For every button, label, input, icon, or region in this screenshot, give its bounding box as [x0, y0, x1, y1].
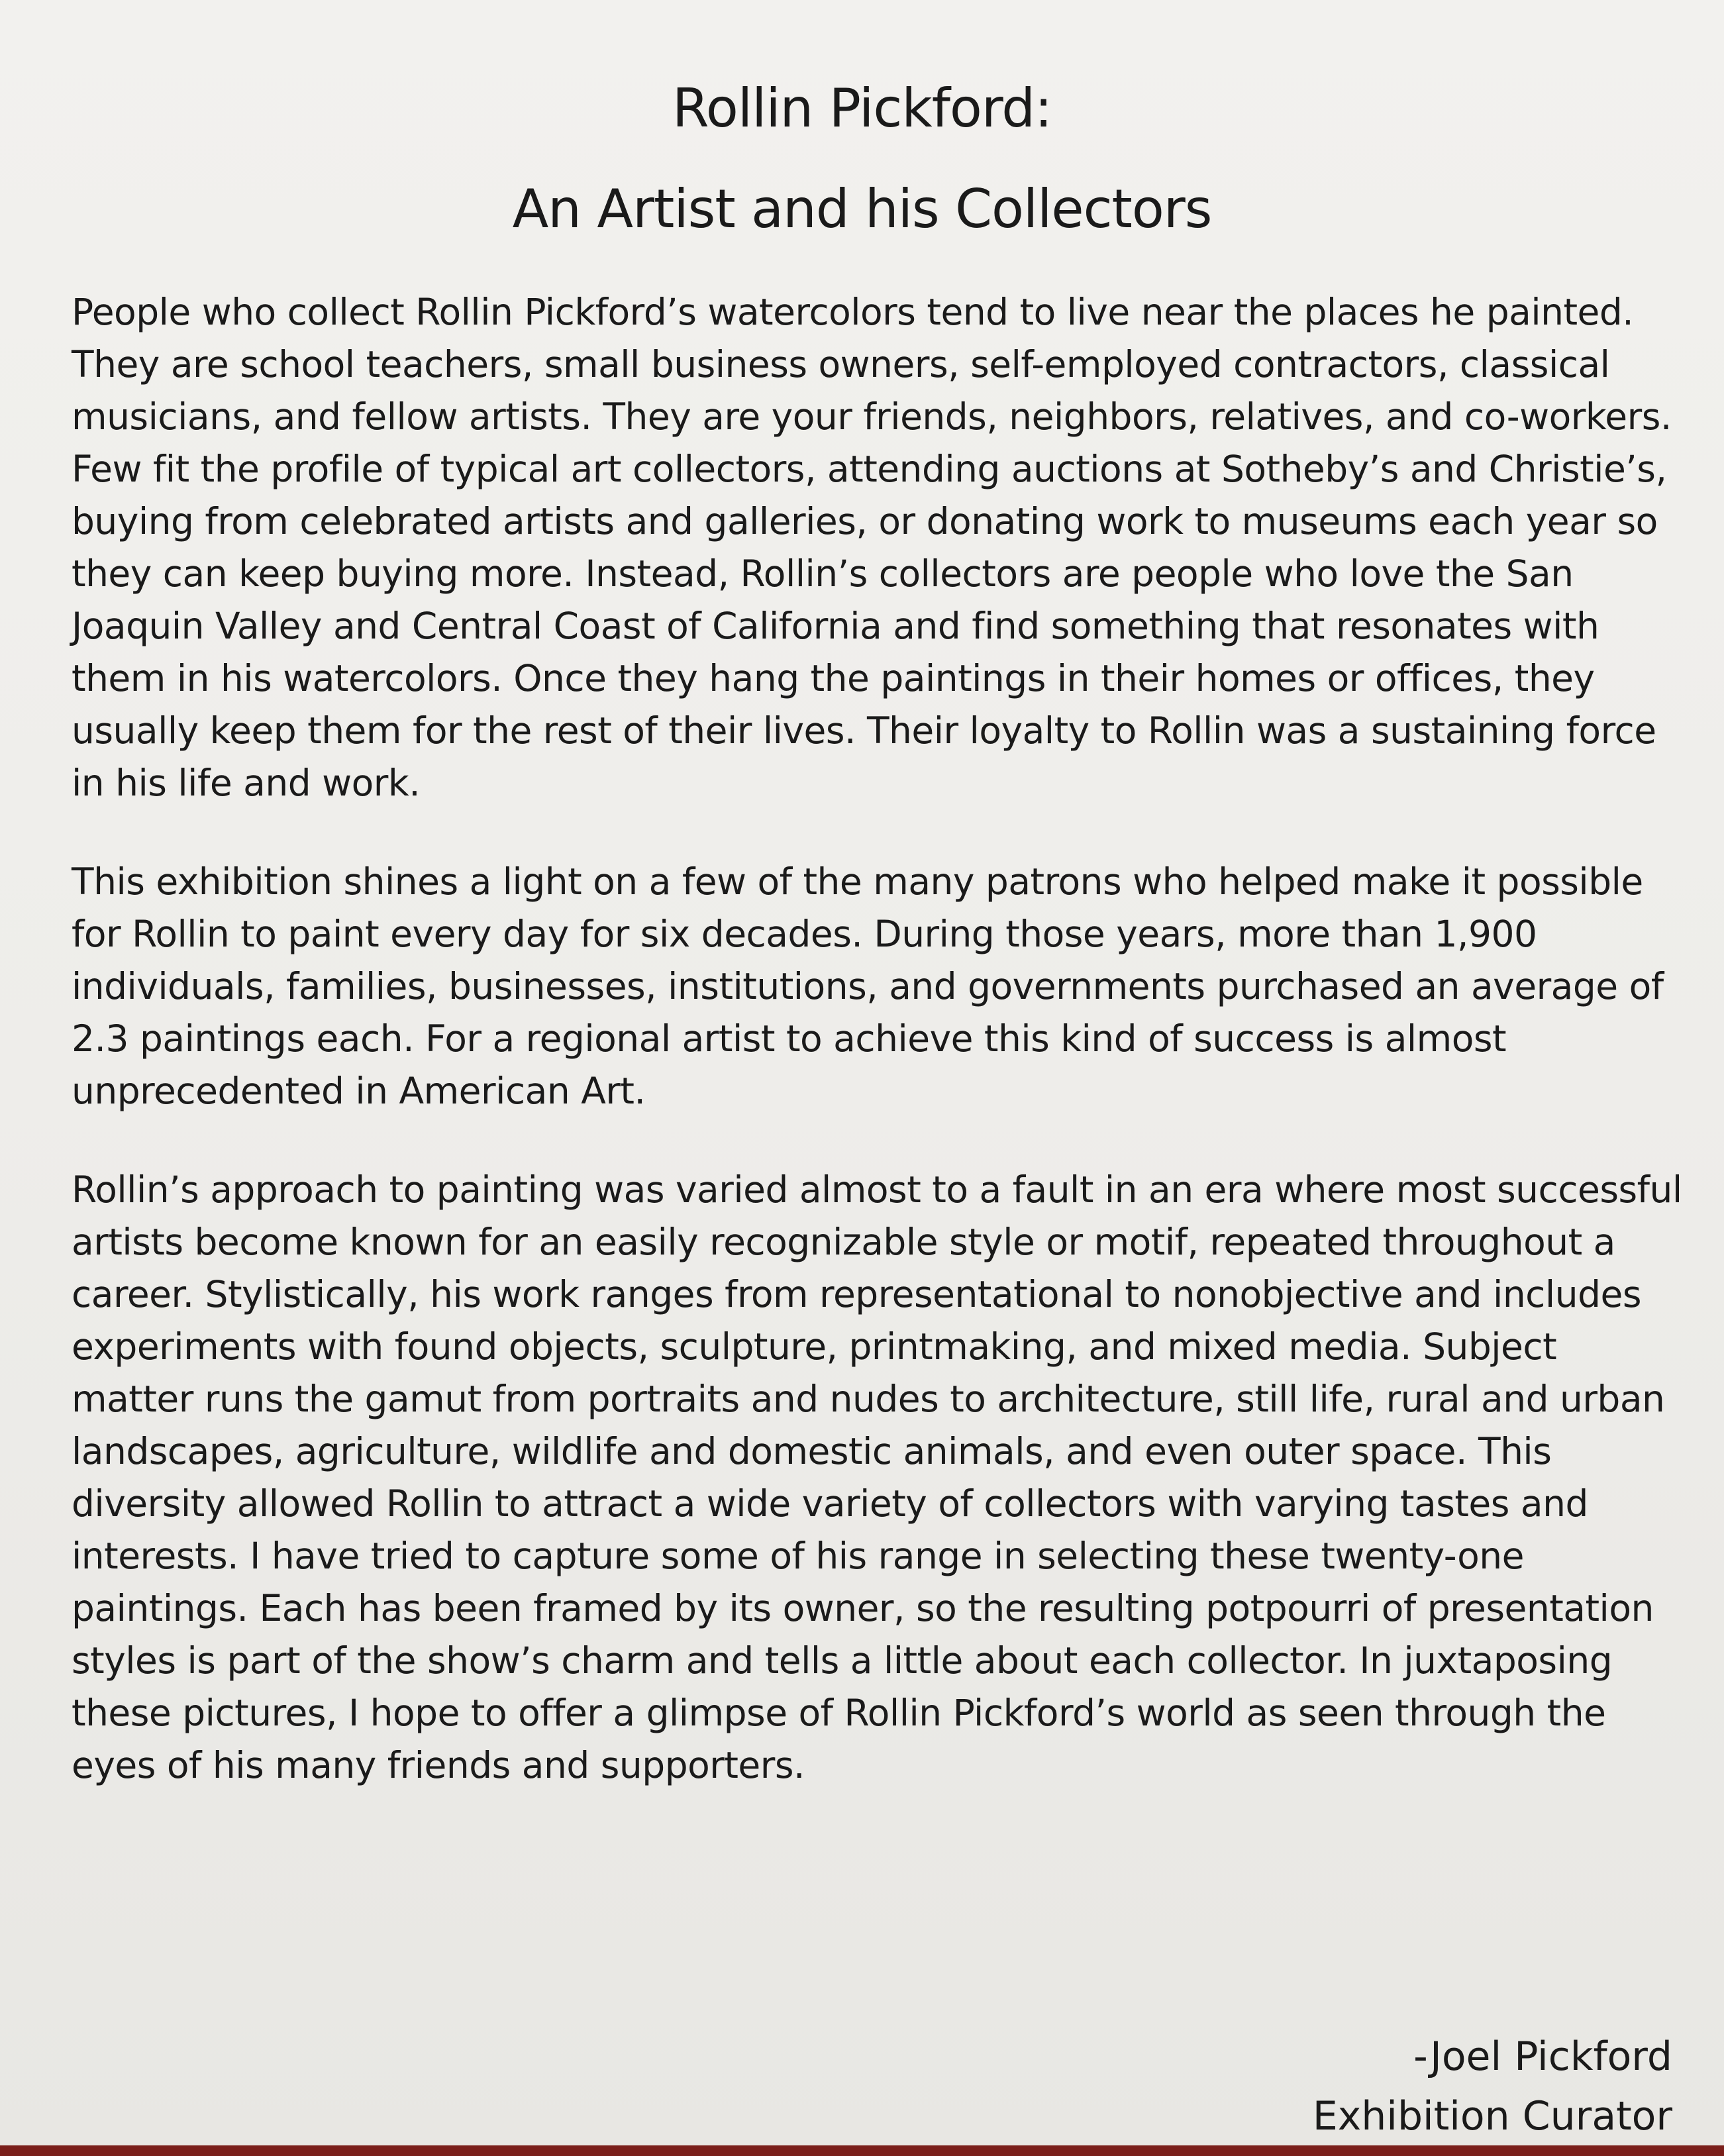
signature-name: -Joel Pickford — [1413, 2033, 1672, 2080]
signature-role: Exhibition Curator — [1312, 2093, 1672, 2139]
placard-body — [72, 286, 1688, 1838]
signature-block — [1313, 2027, 1672, 2146]
title-line-1: Rollin Pickford: — [672, 77, 1052, 139]
paragraph-exhibition: This exhibition shines a light on a few of the many patrons who helped make it possible for Rollin to paint every day for six decades. During those years, more than 1,900 individuals, families, businesses, institutions, and governments purchased an average of 2.3 paintings each. For a regional artist to achieve this kind of success is almost unprecedented in American Art. — [72, 860, 1664, 1112]
paragraph-approach: Rollin’s approach to painting was varied almost to a fault in an era where most successful artists become known for an easily recognizable style or motif, repeated throughout a career. Stylistically, his work ranges from representational to nonobjective and includes experiments with found objects, sculpture, printmaking, and mixed media. Subject matter runs the gamut from portraits and nudes to architecture, still life, rural and urban landscapes, agriculture, wildlife and domestic animals, and even outer space. This diversity allowed Rollin to attract a wide variety of collectors with varying tastes and interests. I have tried to capture some of his range in selecting these twenty-one paintings. Each has been framed by its owner, so the resulting potpourri of presentation styles is part of the show’s charm and tells a little about each collector. In juxtaposing these pictures, I hope to offer a glimpse of Rollin Pickford’s world as seen through the eyes of his many friends and supporters. — [72, 1168, 1682, 1786]
paragraph-collectors: People who collect Rollin Pickford’s watercolors tend to live near the places he painted. They are school teachers, small business owners, self-employed contractors, classical musicians, and fellow artists. They are your friends, neighbors, relatives, and co-workers. Few fit the profile of typical art collectors, attending auctions at Sotheby’s and Christie’s, buying from celebrated artists and galleries, or donating work to museums each year so they can keep buying more. Instead, Rollin’s collectors are people who love the San Joaquin Valley and Central Coast of California and find something that resonates with them in his watercolors. Once they hang the paintings in their homes or offices, they usually keep them for the rest of their lives. Their loyalty to Rollin was a sustaining force in his life and work. — [72, 291, 1672, 804]
frame-bottom-edge — [0, 2145, 1724, 2156]
title-line-2: An Artist and his Collectors — [512, 178, 1212, 240]
placard-title — [0, 58, 1724, 260]
